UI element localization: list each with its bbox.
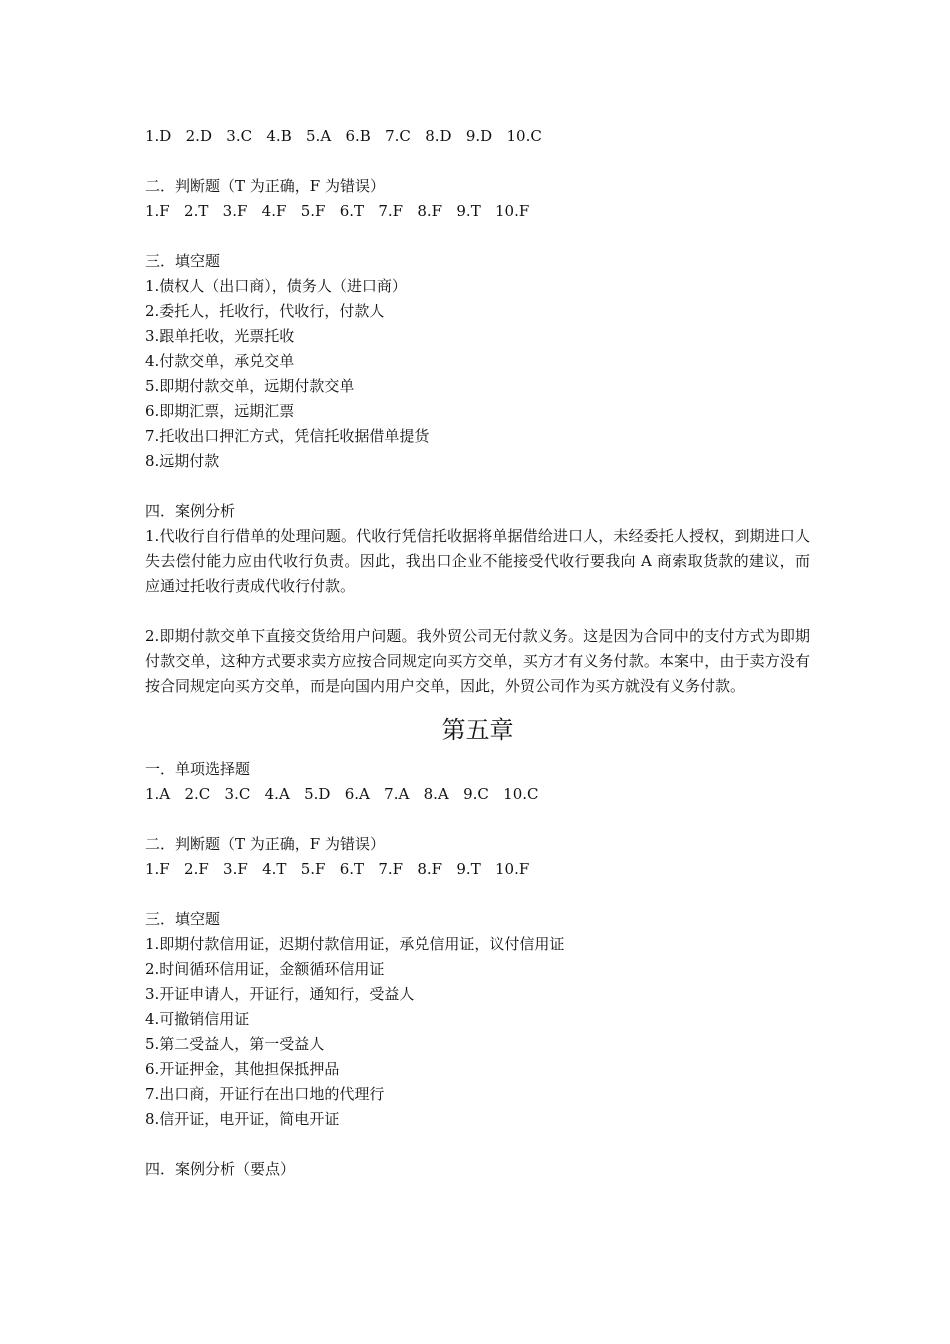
case-analysis-2: 2.即期付款交单下直接交货给用户问题。我外贸公司无付款义务。这是因为合同中的支付方式为即期付款交单，这种方式要求卖方应按合同规定向买方交单，买方才有义务付款。本案中，由于卖方没有按合同规定向买方交单，而是向国内用户交单，因此，外贸公司作为买方就没有义务付款。 bbox=[145, 627, 810, 695]
tf-heading: 二．判断题（T 为正确，F 为错误） bbox=[145, 177, 385, 195]
fill-item: 3.开证申请人，开证行，通知行，受益人 bbox=[145, 985, 415, 1003]
fill-item: 2.时间循环信用证，金额循环信用证 bbox=[145, 960, 385, 978]
fill-item: 8.信开证，电开证，简电开证 bbox=[145, 1110, 340, 1128]
chapter-title: 第五章 bbox=[441, 716, 514, 744]
spacer bbox=[145, 149, 810, 174]
spacer bbox=[145, 1132, 810, 1157]
tf-answers-line: 1.F 2.F 3.F 4.T 5.F 6.T 7.F 8.F 9.T 10.F bbox=[145, 860, 530, 878]
fill-item: 4.付款交单，承兑交单 bbox=[145, 352, 295, 370]
fill-item: 7.出口商，开证行在出口地的代理行 bbox=[145, 1085, 385, 1103]
spacer bbox=[145, 474, 810, 499]
case-analysis-1: 1.代收行自行借单的处理问题。代收行凭信托收据将单据借给进口人，未经委托人授权，到期进口人失去偿付能力应由代收行负责。因此，我出口企业不能接受代收行要我向 A 商索取货款的建议，而应通过托收行责成代收行付款。 bbox=[145, 527, 810, 595]
tf-heading: 二．判断题（T 为正确，F 为错误） bbox=[145, 835, 385, 853]
mc-answers-line: 1.D 2.D 3.C 4.B 5.A 6.B 7.C 8.D 9.D 10.C bbox=[145, 127, 542, 145]
fill-item: 6.即期汇票，远期汇票 bbox=[145, 402, 295, 420]
spacer bbox=[145, 807, 810, 832]
fill-item: 8.远期付款 bbox=[145, 452, 220, 470]
mc-heading: 一．单项选择题 bbox=[145, 760, 251, 778]
fill-item: 3.跟单托收，光票托收 bbox=[145, 327, 295, 345]
fill-item: 5.第二受益人，第一受益人 bbox=[145, 1035, 325, 1053]
fill-item: 7.托收出口押汇方式，凭信托收据借单提货 bbox=[145, 427, 430, 445]
fill-item: 1.即期付款信用证，迟期付款信用证，承兑信用证，议付信用证 bbox=[145, 935, 565, 953]
fill-item: 6.开证押金，其他担保抵押品 bbox=[145, 1060, 340, 1078]
fill-item: 1.债权人（出口商），债务人（进口商） bbox=[145, 277, 407, 295]
fill-item: 4.可撤销信用证 bbox=[145, 1010, 250, 1028]
fill-item: 2.委托人，托收行，代收行，付款人 bbox=[145, 302, 385, 320]
fill-heading: 三．填空题 bbox=[145, 910, 221, 928]
fill-heading: 三．填空题 bbox=[145, 252, 221, 270]
fill-item: 5.即期付款交单，远期付款交单 bbox=[145, 377, 355, 395]
spacer bbox=[145, 882, 810, 907]
spacer bbox=[145, 224, 810, 249]
mc-answers-line: 1.A 2.C 3.C 4.A 5.D 6.A 7.A 8.A 9.C 10.C bbox=[145, 785, 539, 803]
case-heading: 四．案例分析（要点） bbox=[145, 1160, 296, 1178]
tf-answers-line: 1.F 2.T 3.F 4.F 5.F 6.T 7.F 8.F 9.T 10.F bbox=[145, 202, 530, 220]
spacer bbox=[145, 599, 810, 624]
case-heading: 四．案例分析 bbox=[145, 502, 236, 520]
